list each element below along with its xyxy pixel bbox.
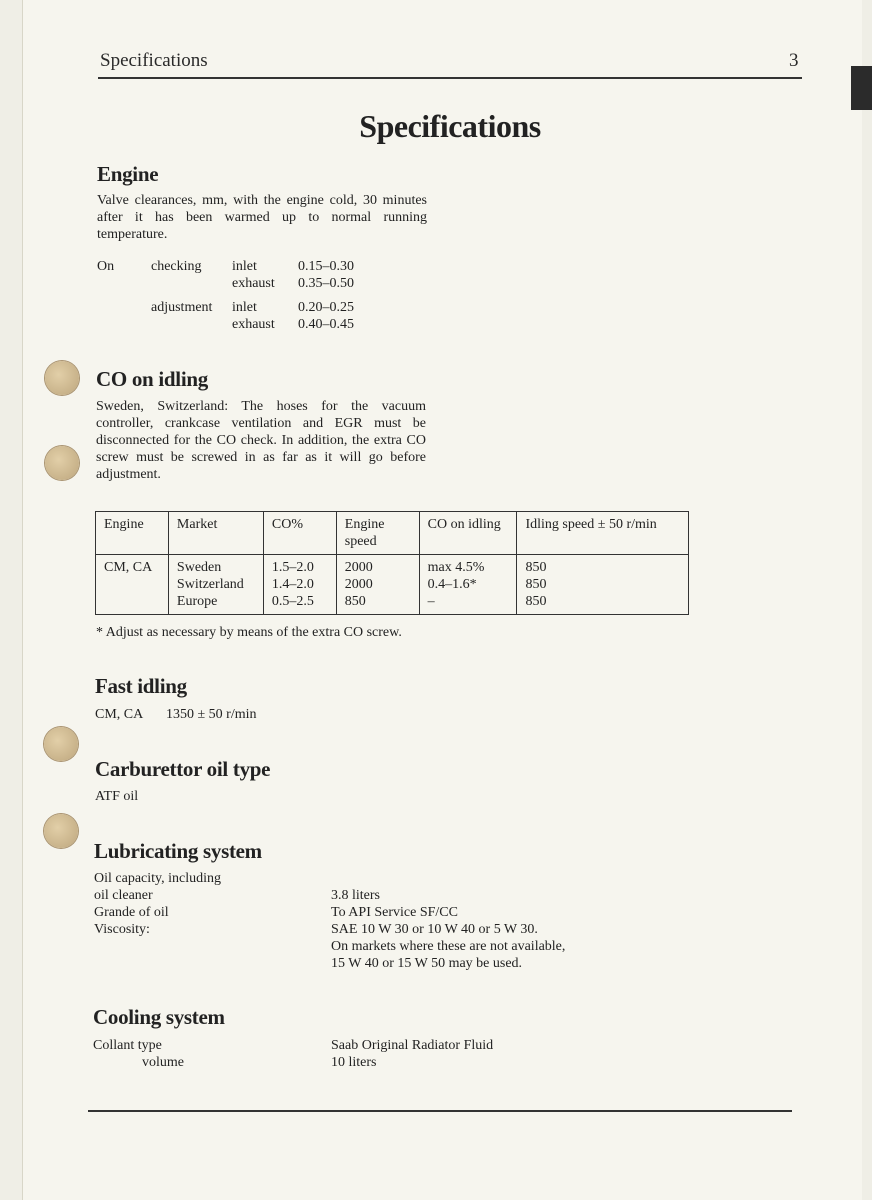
lubricating-value: SAE 10 W 30 or 10 W 40 or 5 W 30.	[331, 922, 538, 937]
lubricating-label: oil cleaner	[94, 888, 153, 903]
page-title: Specifications	[359, 108, 541, 144]
co-footnote: * Adjust as necessary by means of the extra CO screw.	[96, 625, 402, 640]
valve-name: exhaust	[232, 317, 275, 332]
valve-name: exhaust	[232, 276, 275, 291]
column-header: Engine	[96, 512, 169, 555]
co-idling-intro: Sweden, Switzerland: The hoses for the vacuum controller, crankcase ventilation and EGR must be disconnected for the CO check. In addition, the extra CO screw must be screwed in as far as it will go before adjustment.	[96, 399, 426, 482]
co-on-idling-cell	[419, 555, 517, 615]
binder-hole	[45, 446, 79, 480]
cooling-label: Collant type	[93, 1038, 162, 1053]
column-header: CO%	[263, 512, 336, 555]
lubricating-heading: Lubricating system	[94, 839, 262, 863]
footer-divider	[88, 1110, 792, 1112]
valve-name: inlet	[232, 259, 257, 274]
co-on-idling-value: –	[427, 594, 435, 609]
engine-speed-value: 850	[344, 594, 366, 609]
column-header: Market	[168, 512, 263, 555]
idling-speed-cell	[517, 555, 689, 615]
page-number: 3	[789, 50, 799, 71]
engine-speed-value: 2000	[344, 577, 373, 592]
co-on-idling-value: max 4.5%	[427, 560, 485, 575]
header-divider	[98, 77, 802, 79]
market-cell	[168, 555, 263, 615]
cooling-label: volume	[142, 1055, 184, 1070]
co-percent-cell	[263, 555, 336, 615]
cooling-heading: Cooling system	[93, 1005, 225, 1029]
valve-name: inlet	[232, 300, 257, 315]
market-value: Switzerland	[176, 577, 244, 592]
engine-cell: CM, CA	[96, 555, 169, 615]
binder-hole	[45, 361, 79, 395]
valve-mode-adjustment: adjustment	[151, 300, 213, 315]
lubricating-label: Oil capacity, including	[94, 871, 221, 886]
cooling-value: Saab Original Radiator Fluid	[331, 1038, 494, 1053]
fast-idling-heading: Fast idling	[95, 674, 187, 698]
engine-speed-value: 2000	[344, 560, 373, 575]
carburettor-oil-heading: Carburettor oil type	[95, 757, 271, 781]
valve-clearance: 0.15–0.30	[298, 259, 354, 274]
lubricating-value: 15 W 40 or 15 W 50 may be used.	[331, 956, 523, 971]
binder-hole	[44, 727, 78, 761]
table-header-row	[96, 512, 689, 555]
market-value: Europe	[176, 594, 218, 609]
co-idling-heading: CO on idling	[96, 367, 208, 391]
section-tab-marker	[851, 66, 872, 110]
co-on-idling-value: 0.4–1.6*	[427, 577, 477, 592]
valve-mode-checking: checking	[151, 259, 202, 274]
valve-on-label: On	[97, 259, 115, 274]
column-header: CO on idling	[419, 512, 517, 555]
engine-intro: Valve clearances, mm, with the engine cold, 30 minutes after it has been warmed up to normal running temperature.	[97, 193, 427, 242]
co-specification-table	[95, 511, 689, 615]
binder-hole	[44, 814, 78, 848]
lubricating-value: To API Service SF/CC	[331, 905, 458, 920]
fast-idling-value: 1350 ± 50 r/min	[166, 707, 257, 722]
valve-clearance: 0.35–0.50	[298, 276, 354, 291]
fast-idling-engine: CM, CA	[95, 707, 144, 722]
column-header: Idling speed ± 50 r/min	[517, 512, 689, 555]
idling-speed-value: 850	[525, 577, 547, 592]
running-title: Specifications	[100, 50, 208, 71]
engine-heading: Engine	[97, 162, 159, 186]
lubricating-label: Viscosity:	[94, 922, 150, 937]
table-row	[96, 555, 689, 615]
engine-speed-cell	[336, 555, 419, 615]
lubricating-value: On markets where these are not available,	[331, 939, 566, 954]
co-percent-value: 1.5–2.0	[271, 560, 314, 575]
lubricating-label: Grande of oil	[94, 905, 169, 920]
idling-speed-value: 850	[525, 560, 547, 575]
co-percent-value: 1.4–2.0	[271, 577, 314, 592]
valve-clearance: 0.40–0.45	[298, 317, 354, 332]
co-percent-value: 0.5–2.5	[271, 594, 314, 609]
lubricating-value: 3.8 liters	[331, 888, 380, 903]
column-header: Engine speed	[336, 512, 419, 555]
cooling-value: 10 liters	[331, 1055, 377, 1070]
valve-clearance: 0.20–0.25	[298, 300, 354, 315]
market-value: Sweden	[176, 560, 222, 575]
idling-speed-value: 850	[525, 594, 547, 609]
carburettor-oil-value: ATF oil	[95, 789, 139, 804]
